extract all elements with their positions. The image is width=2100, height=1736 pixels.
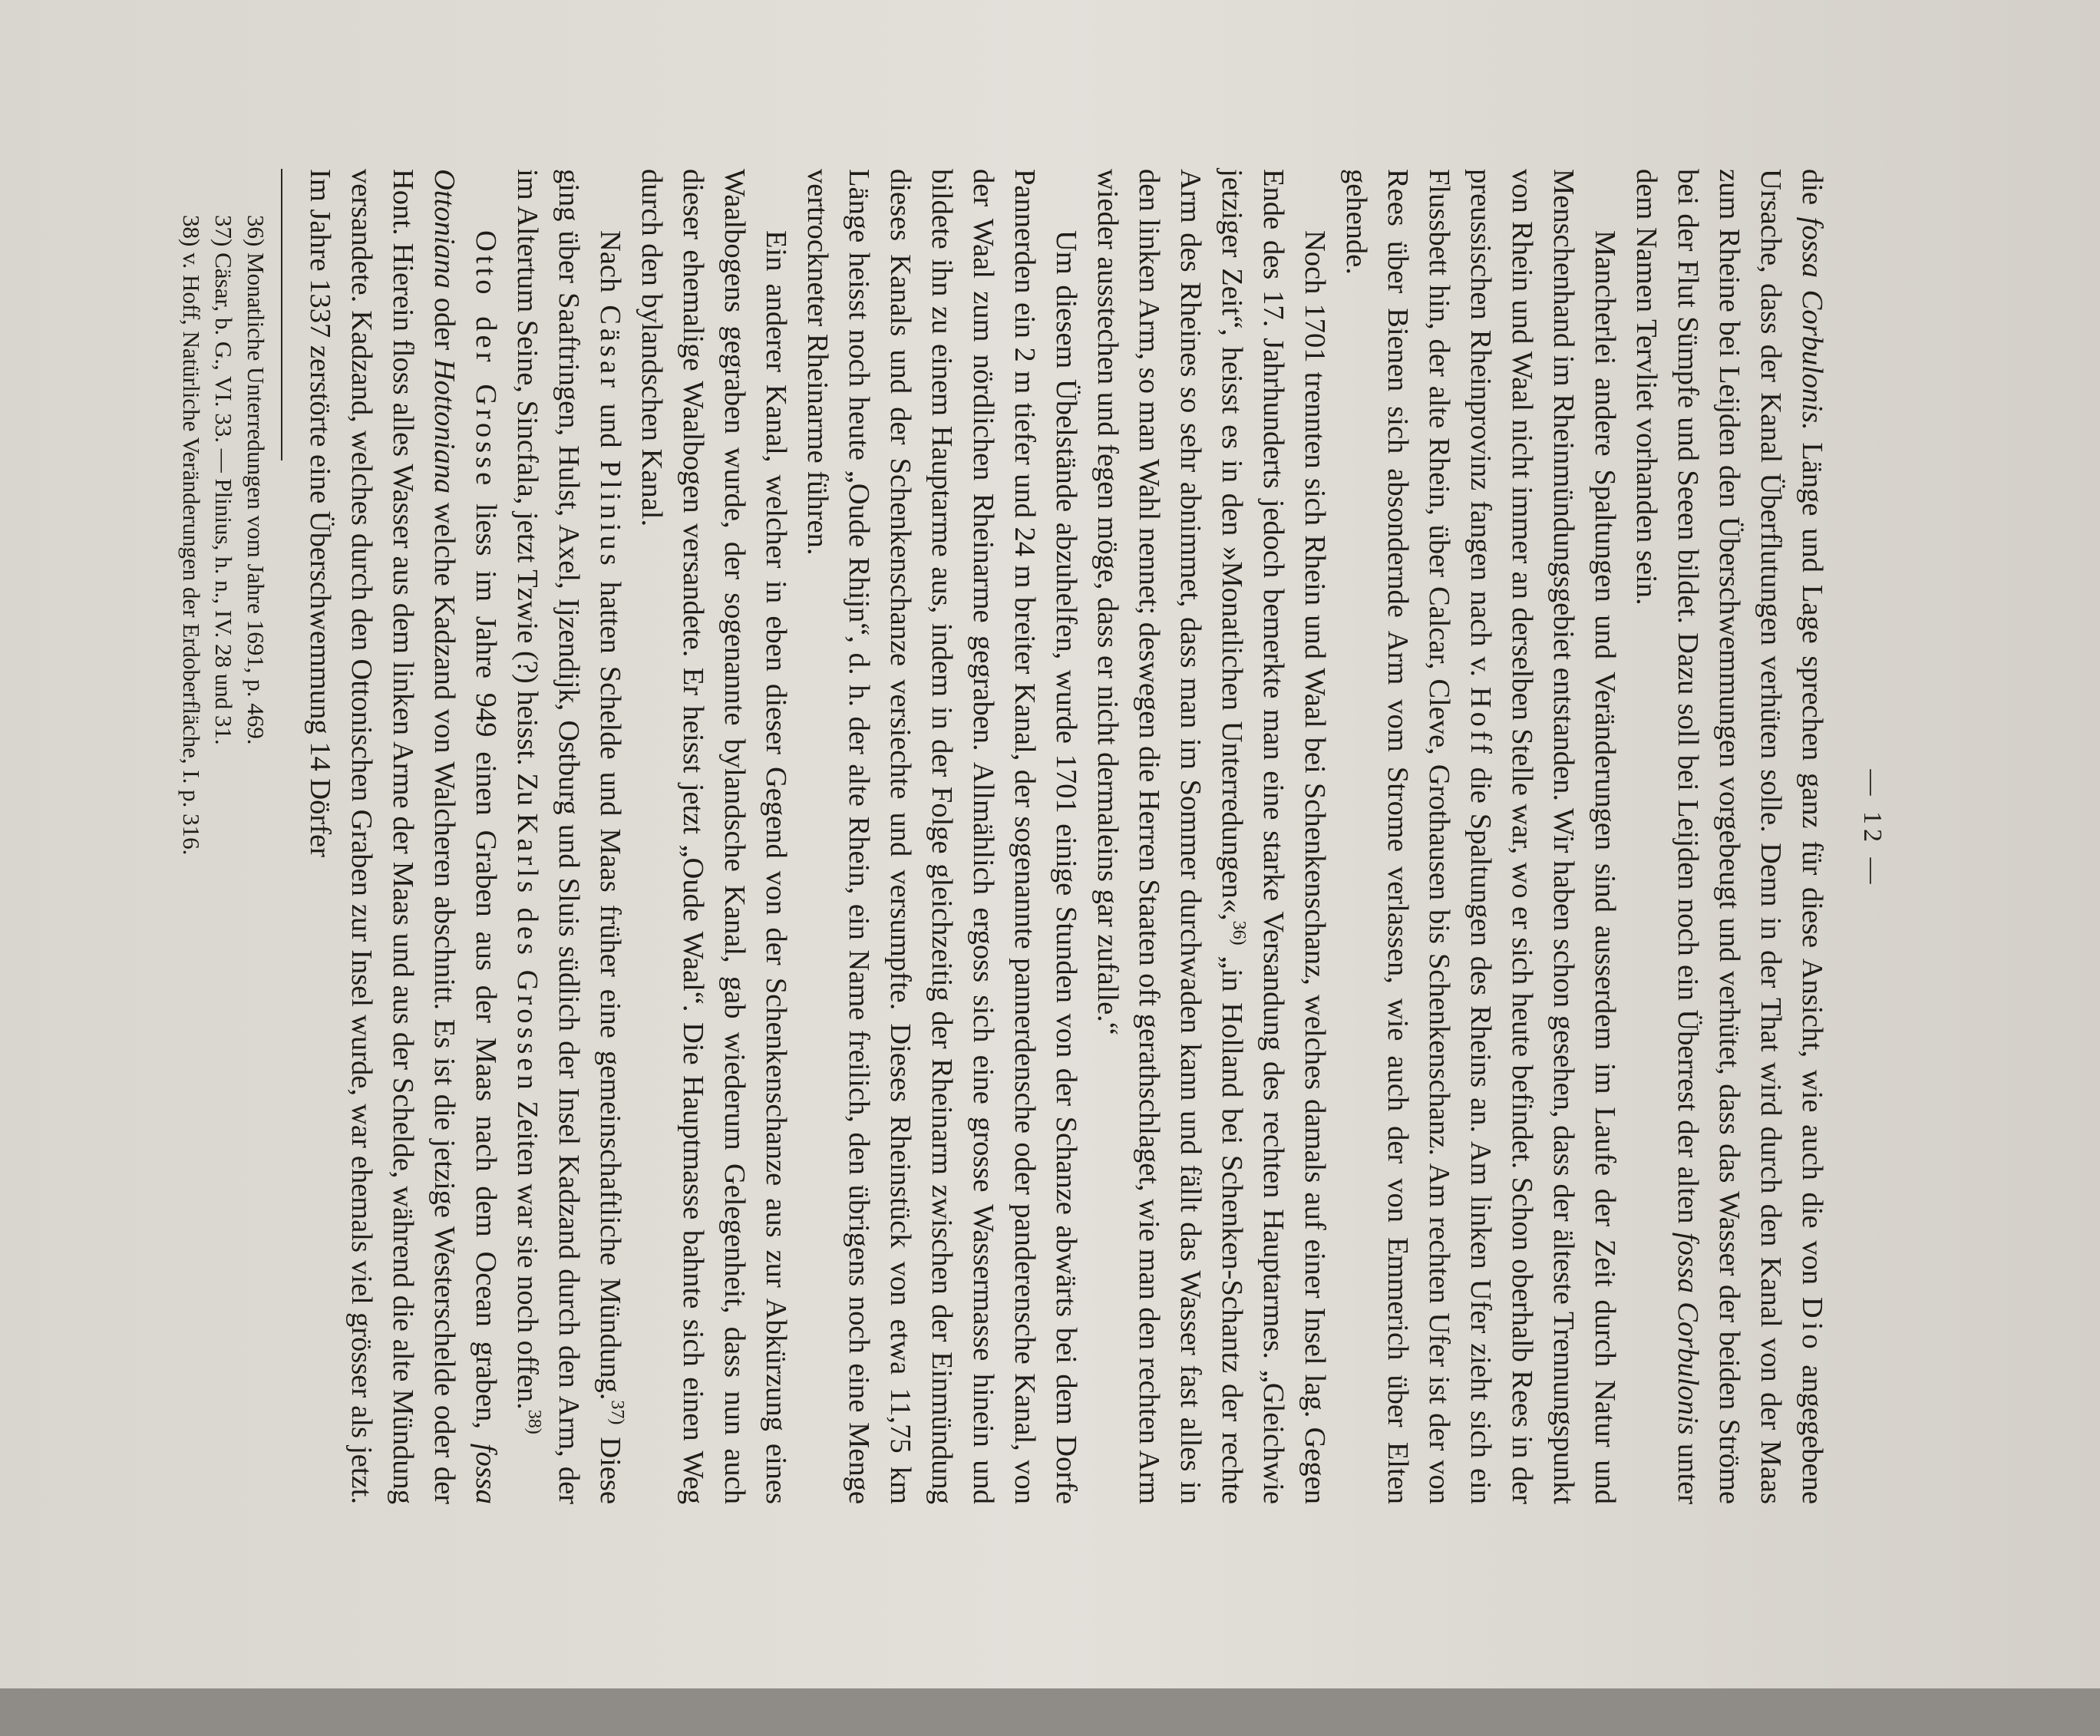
scanner-edge [0,1688,2100,1736]
footnote-rule [281,169,282,460]
footnote: 37) Cäsar, b. G., VI. 33. — Plinius, h. n., IV. 28 und 31. [210,215,237,745]
paragraph [797,169,1087,1504]
paragraph [507,169,631,1504]
text-segment: Zeiten war sie noch offen. [511,1093,543,1410]
text-segment: Diese ging über Saaftringen, Hulst, Axel, Ijzendijk, Ostburg und Sluis südlich der Insel Kadzand durch den Arm, der im Altertum Seine, Sincfala, jetzt Tzwie (?) heisst. Zu [511,169,626,1504]
text-segment: angegebene Ursache, dass der Kanal Überflutungen verhüten solle. Denn in der That wird durch den Kanal von der Maas zum Rheine bei Leijden den Überschwemmungen vorgebeugt und verhütet, dass das Wasser der beiden Ströme bei der Flut Sümpfe und Seeen bildet. Dazu soll bei Leijden noch ein Überrest der alten [1672,169,1828,1504]
book-page [178,61,1910,1596]
text-segment: Hottoniana [428,358,461,494]
text-segment: 38) [523,1409,544,1434]
text-segment: die Spaltungen des Rheins an. Am linken Ufer zieht sich ein Flussbett hin, der alte Rhein, über Calcar, Cleve, Grothausen bis Schenkenschanz. Am rechten Ufer ist der von Rees über Bienen sich absondernde Arm vom Strome verlassen, wie auch der von Emmerich über Elten gehende. [1340,169,1497,1504]
paragraph [1626,169,1833,1504]
paragraph [1087,169,1336,1504]
paragraph [631,169,797,1504]
text-segment: Nach [594,230,626,305]
text-segment: und [594,391,626,460]
footnote: 36) Monatliche Unterredungen vom Jahre 1691, p. 469. [243,215,269,745]
text-segment: Mancherlei andere Spaltungen und Veränderungen sind ausserdem im Laufe der Zeit durch Natur und Menschenhand im Rheinmündungsgebiet entstanden. Wir haben schon gesehen, dass der älteste Trennungspunkt von Rhein und Waal nicht immer an derselben Stelle war, wo er sich heute befindet. Schon oberhalb Rees in der preussischen Rheinprovinz fangen nach v. [1464,169,1621,1504]
text-segment: unter dem Namen Tervliet vorhanden sein. [1630,169,1704,1505]
footnote: 38) v. Hoff, Natürliche Veränderungen der Erdoberfläche, I. p. 316. [178,215,205,856]
text-segment: „in Holland bei Schenken-Schantz der rechte Arm des Rheines so sehr abnimmet, dass man im Sommer durchwaden kann und fällt das Wasser fast alles in den linken Arm, so man Wahl nennet; deswegen die Herren Staaten oft gerathschlaget, wie man den rechten Arm wieder ausstechen und fegen möge, dass er nicht dermaleins gar zufalle.“ [1091,169,1248,1504]
text-segment: Dio [1796,1296,1828,1353]
text-segment: Karls des Grossen [511,813,543,1094]
text-segment: fossa Corbulonis [1672,1232,1704,1435]
footnotes [175,169,272,1504]
text-segment: oder [428,289,461,359]
text-segment: Otto der Grosse [470,230,502,490]
text-segment: Länge und Lage sprechen ganz für diese Ansicht, wie auch die von [1796,430,1828,1297]
page-number: — 12 — [1858,769,1887,889]
text-segment: liess im Jahre 949 einen Graben aus der Maas nach dem Ocean graben, [470,489,502,1444]
text-segment: die [1796,169,1828,217]
text-segment: welche Kadzand von Walcheren abschnitt. Es ist die jetzige Westerschelde oder der Hont. Hierein floss alles Wasser aus dem linken Arme der Maas und aus der Schelde, während die alte Mündung versandete. Kadzand, welches durch den Ottonischen Graben zur Insel wurde, war ehemals viel grösser als jetzt. Im Jahre 1337 zerstörte eine Überschwemmung 14 Dörfer [304,169,461,1504]
text-segment: 37) [606,1400,627,1425]
text-segment: fossa Corbulonis. [1796,216,1828,431]
text-segment: Ein anderer Kanal, welcher in eben dieser Gegend von der Schenkenschanze aus zur Abkürzung eines Waalbogens gegraben wurde, der sogenannte bylandsche Kanal, gab wiederum Gelegenheit, dass nun auch dieser ehemalige Waalbogen versandete. Er heisst jetzt „Oude Waal“. Die Hauptmasse bahnte sich einen Weg durch den bylandschen Kanal. [636,169,792,1504]
body-text [299,61,1833,1596]
text-segment: Noch 1701 trennten sich Rhein und Waal bei Schenkenschanz, welches damals auf einer Insel lag. Gegen Ende des 17. Jahrhunderts jedoch bemerkte man eine starke Versandung des rechten Hauptarmes. „Gleichwie jetziger Zeit“, heisst es in den »Monatlichen Unterredungen«, [1216,169,1331,1504]
text-segment: Cäsar [594,305,626,391]
text-segment: hatten Schelde und Maas früher eine gemeinschaftliche Mündung. [594,569,626,1401]
text-segment: Um diesem Übelstände abzuhelfen, wurde 1701 einige Stunden von der Schanze abwärts bei dem Dorfe Pannerden ein 2 m tiefer und 24 m breiter Kanal, der sogenannte pannerdensche oder panderensche Kanal, von der Waal zum nördlichen Rheinarme gegraben. Allmählich ergoss sich eine grosse Wassermasse hinein und bildete ihn zu einem Hauptarme aus, indem in der Folge gleichzeitig der Rheinarm zwischen der Einmündung dieses Kanals und der Schenkenschanze versiechte und versumpfte. Dieses Rheinstück von etwa 11,75 km Länge heisst noch heute „Oude Rhijn“, d. h. der alte Rhein, ein Name freilich, den übrigens noch eine Menge vertrockneter Rheinarme führen. [801,169,1082,1504]
text-segment: Plinius [594,460,626,569]
paragraph [299,169,507,1504]
paragraph [1336,169,1626,1504]
text-segment: fossa Ottoniana [428,169,502,1504]
text-segment: Hoff [1464,686,1497,757]
text-segment: 36) [1228,920,1249,946]
